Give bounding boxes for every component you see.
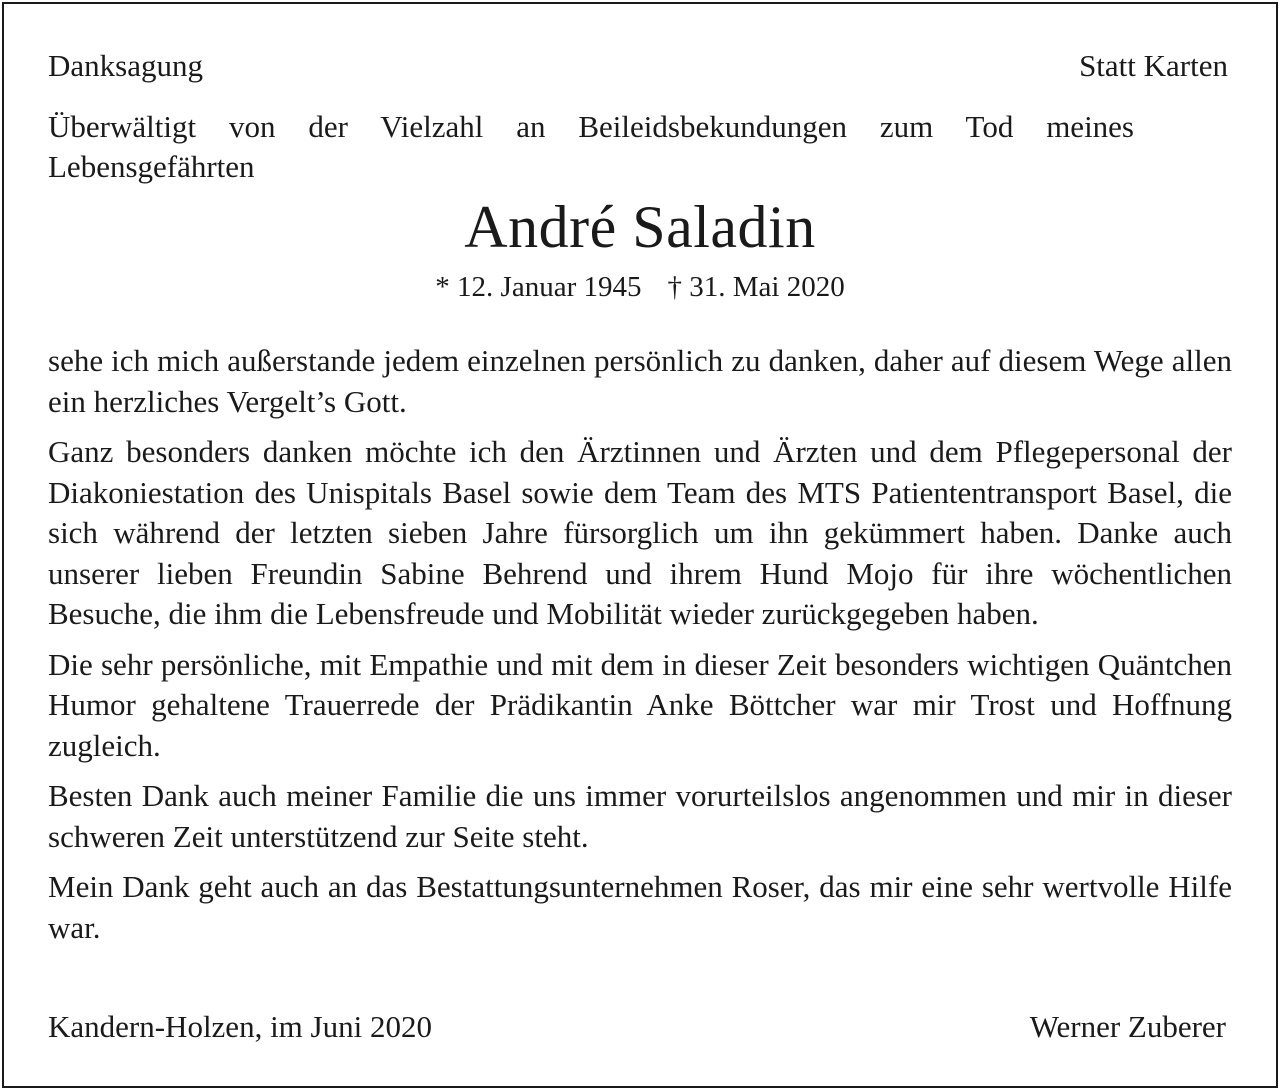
intro-text: Überwältigt von der Vielzahl an Beileidsbekundungen zum Tod meines Lebensgefährten <box>48 109 1134 184</box>
notice-footer <box>48 1007 1232 1047</box>
deceased-name: André Saladin <box>464 194 816 260</box>
paragraph: Mein Dank geht auch an das Bestattungsunternehmen Roser, das mir eine sehr wertvolle Hilfe war. <box>48 869 1232 945</box>
paragraph: sehe ich mich außerstande jedem einzelnen persönlich zu danken, daher auf diesem Wege allen ein herzliches Vergelt’s Gott. <box>48 343 1232 419</box>
place-date: Kandern-Holzen, im Juni 2020 <box>48 1009 432 1044</box>
paragraph: Ganz besonders danken möchte ich den Ärztinnen und Ärzten und dem Pflegepersonal der Diakoniestation des Unispitals Basel sowie dem Team des MTS Patiententransport Basel, die sich während der letzten sieben Jahre fürsorglich um ihn gekümmert haben. Danke auch unserer lieben Freundin Sabine Behrend und ihrem Hund Mojo für ihre wöchentlichen Besuche, die ihm die Lebensfreude und Mobilität wieder zurückgegeben haben. <box>48 434 1232 631</box>
thanks-body <box>48 341 1232 958</box>
paragraph: Besten Dank auch meiner Familie die uns immer vorurteilslos angenommen und mir in dieser schweren Zeit unterstützend zur Seite steht. <box>48 778 1232 854</box>
notice-header <box>48 46 1232 86</box>
header-title: Danksagung <box>48 48 203 83</box>
life-dates <box>48 267 1232 307</box>
birth-date: * 12. Januar 1945 <box>435 271 642 303</box>
signature: Werner Zuberer <box>1029 1009 1226 1044</box>
paragraph: Die sehr persönliche, mit Empathie und mit dem in dieser Zeit besonders wichtigen Quäntchen Humor gehaltene Trauerrede der Prädikantin Anke Böttcher war mir Trost und Hoffnung zugleich. <box>48 646 1232 763</box>
death-date: † 31. Mai 2020 <box>667 271 845 303</box>
header-note: Statt Karten <box>1079 48 1228 83</box>
obituary-notice <box>2 2 1278 1088</box>
notice-content <box>48 4 1232 1086</box>
